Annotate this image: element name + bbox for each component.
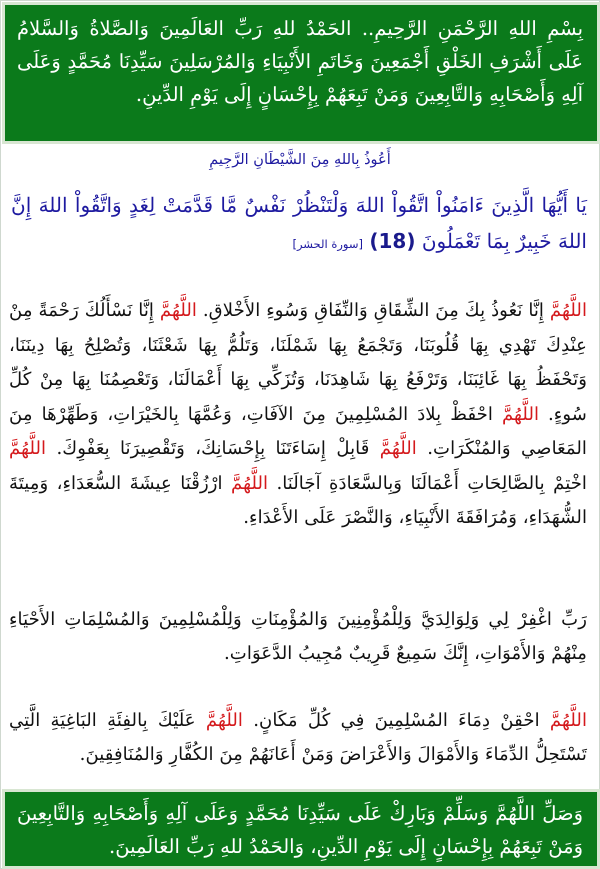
supplication-text: اخْتِمْ بِالصَّالِحَاتِ أَعْمَالَنَا وَبِالسَّعَادَةِ آجَالَنَا. — [268, 472, 587, 494]
surah-reference: [سورة الحشر] — [292, 237, 363, 251]
supplication-text: قَابِلْ إِسَاءَتَنَا بِإِحْسَانِكَ، وَتَقْصِيرَنَا بِعَفْوِكَ. — [46, 438, 380, 459]
allahumma-word: اللَّهُمَّ — [205, 710, 243, 731]
opening-praise-box — [2, 2, 600, 144]
supplication-text: إِنَّا نَسْأَلُكَ رَحْمَةً مِنْ عِنْدِكَ تَهْدِي بِهَا قُلُوبَنَا، وَتَجْمَعُ بِهَا شَمْلَنَا، وَتَلُمُّ بِهَا شَعْثَنَا، وَتُصْلِحُ بِهَا دِينَنَا، وَتَحْفَظُ بِهَا غَائِبَنَا، وَتَرْفَعُ بِهَا شَاهِدَنَا، وَتُزَكِّي بِهَا أَعْمَالَنَا، وَتَعْصِمُنَا بِهَا مِنْ كُلِّ سُوءٍ. — [9, 300, 587, 425]
supplication-text: ارْزُقْنَا عِيشَةَ السُّعَدَاءِ، وَمِيتَةَ الشُّهَدَاءِ، وَمُرَافَقَةَ الأَنْبِيَاءِ، وَالنَّصْرَ عَلَى الأَعْدَاءِ. — [9, 472, 587, 528]
closing-salawat-box — [2, 789, 600, 869]
allahumma-word: اللَّهُمَّ — [549, 710, 587, 731]
supplication-paragraph-1 — [9, 294, 587, 536]
allahumma-word: اللَّهُمَّ — [501, 403, 540, 425]
allahumma-word: اللَّهُمَّ — [230, 472, 269, 494]
supplication-text: احْقِنْ دِمَاءَ المُسْلِمِينَ فِي كُلِّ مَكَانٍ. — [242, 710, 550, 731]
supplication-text: إِنَّا نَعُوذُ بِكَ مِنَ الشِّقَاقِ وَالنِّفَاقِ وَسُوءِ الأَخْلاقِ. — [196, 300, 550, 321]
allahumma-word: اللَّهُمَّ — [159, 300, 197, 321]
quran-verse — [11, 187, 587, 262]
opening-praise-text: بِسْمِ اللهِ الرَّحْمَنِ الرَّحِيمِ.. الحَمْدُ للهِ رَبِّ العَالَمِينَ وَالصَّلاةُ وَالسَّلامُ عَلَى أَشْرَفِ الخَلْقِ أَجْمَعِينَ وَخَاتَمِ الأَنْبِيَاءِ وَالمُرْسَلِينَ سَيِّدِنَا مُحَمَّدٍ وَعَلَى آلِهِ وَأَصْحَابِهِ وَالتَّابِعِينَ وَمَنْ تَبِعَهُمْ بِإِحْسَانٍ إِلَى يَوْمِ الدِّينِ. — [17, 17, 583, 106]
supplication-text: احْفَظْ بِلادَ المُسْلِمِينَ مِنَ الآفَاتِ، وَعُمَّهَا بِالخَيْرَاتِ، وَطَهِّرْهَا مِنَ المَعَاصِي وَالمُنْكَرَاتِ. — [9, 403, 587, 459]
allahumma-word: اللَّهُمَّ — [9, 438, 47, 459]
closing-salawat-text: وَصَلِّ اللَّهُمَّ وَسَلِّمْ وَبَارِكْ عَلَى سَيِّدِنَا مُحَمَّدٍ وَعَلَى آلِهِ وَأَصْحَابِهِ وَالتَّابِعِينَ وَمَنْ تَبِعَهُمْ بِإِحْسَانٍ إِلَى يَوْمِ الدِّينِ، وَالحَمْدُ للهِ رَبِّ العَالَمِينَ. — [17, 802, 583, 858]
verse-number: (18) — [369, 229, 416, 253]
allahumma-word: اللَّهُمَّ — [549, 300, 587, 321]
supplication-text: رَبِّ اغْفِرْ لِي وَلِوَالِدَيَّ وَلِلْمُؤْمِنِينَ وَالمُؤْمِنَاتِ وَلِلْمُسْلِمِينَ وَالمُسْلِمَاتِ الأَحْيَاءِ مِنْهُمْ وَالأَمْوَاتِ، إِنَّكَ سَمِيعٌ قَرِيبٌ مُجِيبُ الدَّعَوَاتِ. — [9, 609, 587, 664]
verse-text: يَا أَيُّهَا الَّذِينَ ءَامَنُواْ اتَّقُواْ اللهَ وَلْتَنْظُرْ نَفْسٌ مَّا قَدَّمَتْ لِغَدٍ وَاتَّقُواْ اللهَ إِنَّ اللهَ خَبِيرٌ بِمَا تَعْمَلُونَ — [11, 193, 587, 253]
taawwudh-line: أَعُوذُ بِاللهِ مِنَ الشَّيْطَانِ الرَّجِيمِ — [209, 152, 391, 168]
supplication-text: عَلَيْكَ بِالفِئَةِ البَاغِيَةِ الَّتِي تَسْتَحِلُّ الدِّمَاءَ وَالأَمْوَالَ وَالأَعْرَاضَ وَمَنْ أَعَانَهُمْ مِنَ الكُفَّارِ وَالمُنَافِقِينَ. — [9, 710, 587, 765]
supplication-paragraph-3 — [9, 704, 587, 772]
allahumma-word: اللَّهُمَّ — [379, 438, 417, 459]
supplication-paragraph-2 — [9, 603, 587, 671]
